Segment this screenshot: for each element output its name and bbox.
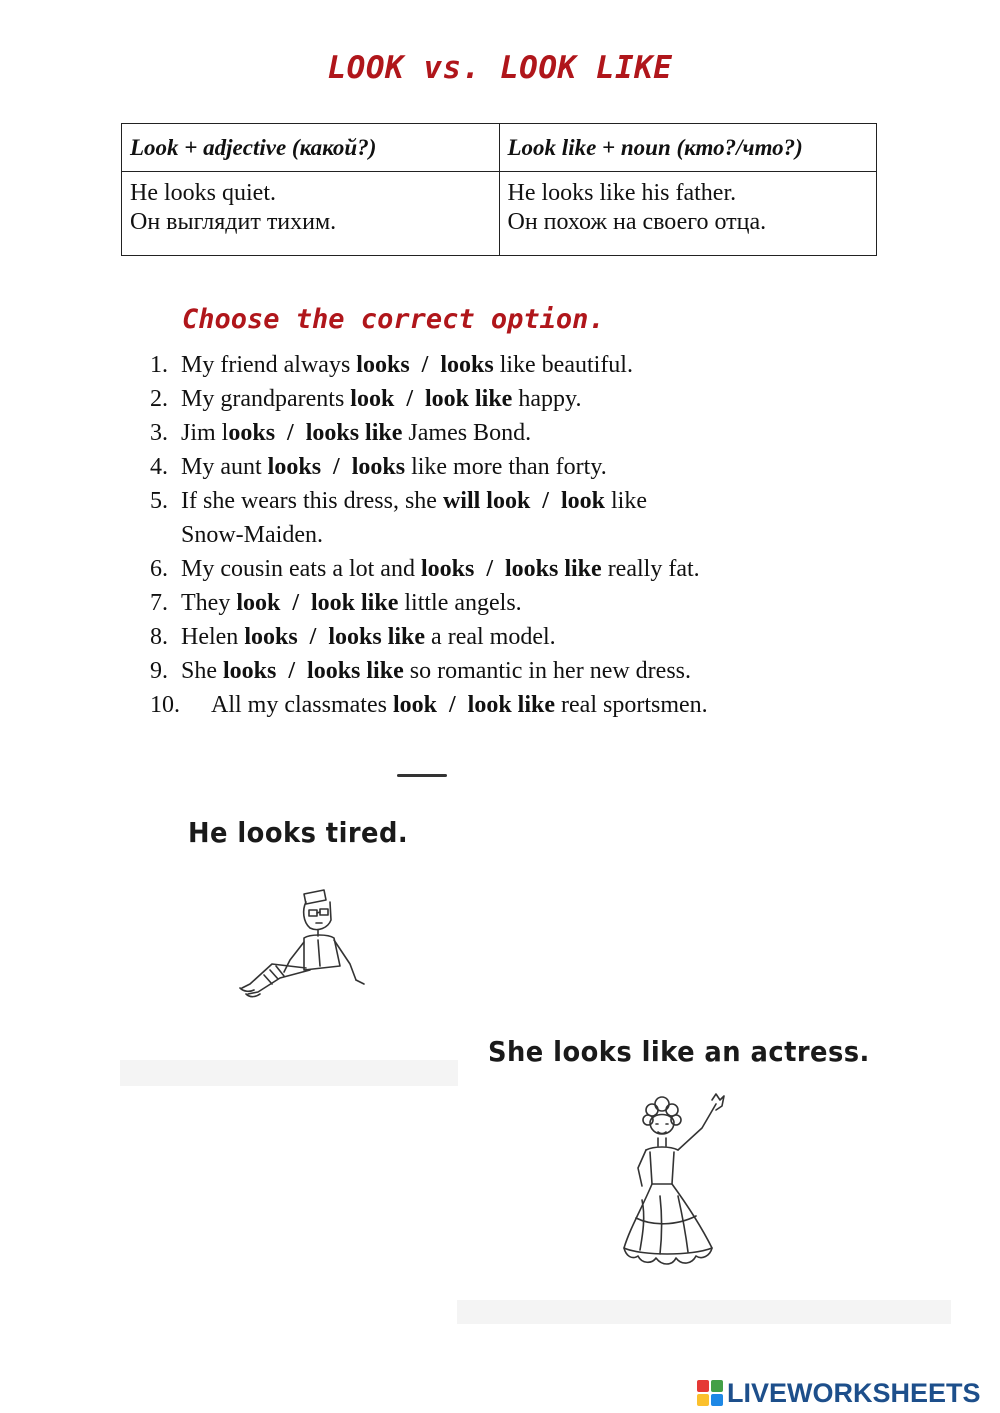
question-text-after: real sportsmen. (555, 692, 708, 718)
question-item (150, 620, 870, 654)
task-title: Choose the correct option. (182, 304, 605, 335)
question-text-before: Helen (181, 624, 245, 650)
option-2[interactable]: looks like (307, 658, 404, 684)
illustration-caption: He looks tired. (188, 816, 409, 849)
question-text-after: really fat. (601, 556, 700, 582)
option-2[interactable]: look like (424, 386, 513, 412)
option-1[interactable]: looks (223, 658, 277, 684)
option-separator: / (287, 420, 294, 446)
option-separator: / (421, 352, 429, 378)
question-item (150, 688, 870, 722)
option-2[interactable]: look like (311, 590, 399, 616)
table-cell (122, 172, 500, 256)
brand-name: LIVEWORKSHEETS (727, 1377, 981, 1408)
tired-man-illustration (232, 880, 377, 1005)
brand-logo (697, 1378, 981, 1408)
option-1[interactable]: looks (267, 454, 322, 480)
table-header-cell: Look + adjective (какой?) (122, 124, 500, 172)
example-russian: Он похож на своего отца. (507, 209, 767, 235)
option-2[interactable]: looks like (328, 624, 426, 650)
question-text-before: Jim l (181, 420, 229, 446)
question-item (150, 348, 870, 382)
question-number: 3. (150, 420, 168, 446)
question-text-after: little angels. (398, 590, 522, 616)
question-item (150, 382, 870, 416)
option-separator: / (309, 624, 317, 650)
question-text-before: My grandparents (181, 386, 351, 412)
question-list (150, 348, 870, 722)
question-number: 10. (150, 692, 180, 718)
divider (397, 774, 447, 777)
option-separator: / (288, 658, 296, 684)
option-separator: / (542, 488, 549, 514)
question-text-before: She (181, 658, 223, 684)
table-header-row (122, 124, 877, 172)
question-text-after: James Bond. (402, 420, 532, 446)
question-text-before: They (181, 590, 237, 616)
question-number: 4. (150, 454, 168, 480)
question-item (150, 654, 870, 688)
option-2[interactable]: looks (351, 454, 406, 480)
question-item (150, 450, 870, 484)
example-english: He looks like his father. (507, 180, 737, 206)
question-number: 2. (150, 386, 168, 412)
option-1[interactable]: look (392, 692, 437, 718)
question-text-before: If she wears this dress, she (181, 488, 443, 514)
question-number: 5. (150, 488, 168, 514)
question-item (150, 552, 870, 586)
option-1[interactable]: looks (244, 624, 298, 650)
question-text-after: like beautiful. (493, 352, 633, 378)
question-text-before: My cousin eats a lot and (181, 556, 421, 582)
option-separator: / (333, 454, 340, 480)
option-1[interactable]: look (350, 386, 395, 412)
question-number: 6. (150, 556, 168, 582)
illustration-caption: She looks like an actress. (488, 1035, 870, 1068)
option-separator: / (448, 692, 456, 718)
example-russian: Он выглядит тихим. (130, 209, 337, 235)
question-text-before: My friend always (181, 352, 357, 378)
example-english: He looks quiet. (130, 180, 276, 206)
option-2[interactable]: look (560, 488, 605, 514)
table-cell (499, 172, 877, 256)
option-1[interactable]: looks (356, 352, 410, 378)
image-shadow (457, 1300, 951, 1324)
question-number: 8. (150, 624, 168, 650)
image-shadow (120, 1060, 458, 1086)
question-text-after: like more than forty. (405, 454, 607, 480)
actress-illustration (612, 1088, 742, 1283)
question-text-before: My aunt (181, 454, 268, 480)
question-number: 9. (150, 658, 168, 684)
question-number: 7. (150, 590, 168, 616)
page-title: LOOK vs. LOOK LIKE (327, 50, 673, 86)
option-1[interactable]: ooks (228, 420, 276, 446)
table-header-cell: Look like + noun (кто?/что?) (499, 124, 877, 172)
question-number: 1. (150, 352, 168, 378)
option-1[interactable]: will look (442, 488, 531, 514)
option-1[interactable]: look (236, 590, 281, 616)
question-item (150, 586, 870, 620)
question-text-continued: Snow-Maiden. (181, 522, 323, 548)
option-2[interactable]: looks like (305, 420, 403, 446)
option-2[interactable]: looks like (504, 556, 602, 582)
option-separator: / (292, 590, 299, 616)
question-item (150, 416, 870, 450)
rules-table (121, 123, 877, 256)
question-text-after: a real model. (425, 624, 556, 650)
table-row (122, 172, 877, 256)
option-2[interactable]: looks (440, 352, 494, 378)
question-text-before: All my classmates (211, 692, 393, 718)
option-separator: / (486, 556, 493, 582)
question-item (150, 484, 870, 552)
option-2[interactable]: look like (467, 692, 556, 718)
brand-mark-icon (697, 1380, 723, 1406)
option-1[interactable]: looks (420, 556, 475, 582)
question-text-after: so romantic in her new dress. (403, 658, 691, 684)
option-separator: / (406, 386, 413, 412)
question-text-after: like (604, 488, 647, 514)
question-text-after: happy. (512, 386, 582, 412)
